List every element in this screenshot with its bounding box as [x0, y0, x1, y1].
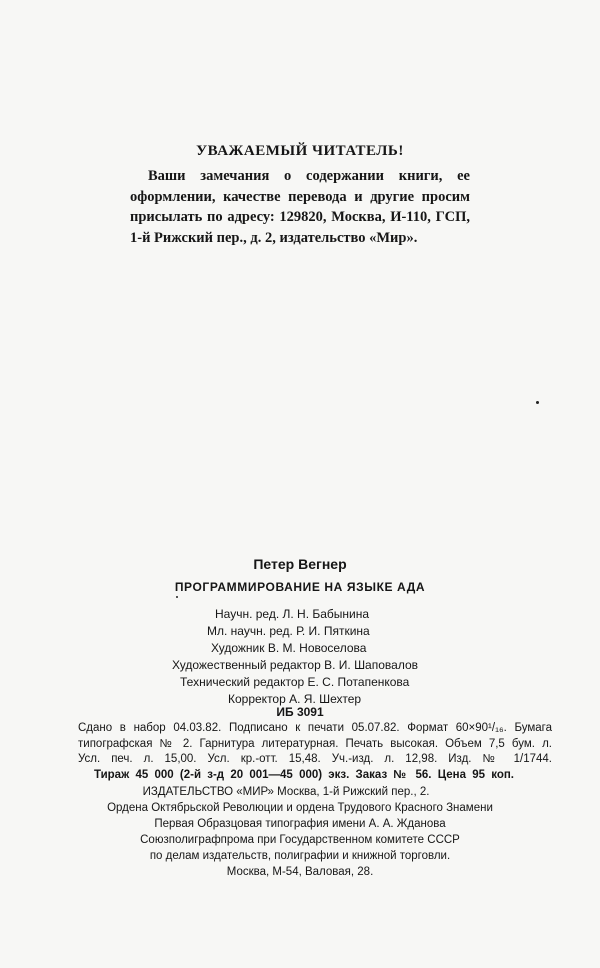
reader-notice-line: оформлении, качестве перевода и другие просим [130, 188, 470, 205]
print-speck [536, 401, 539, 404]
credit-line: Технический редактор Е. С. Потапенкова [180, 675, 410, 689]
book-author: Петер Вегнер [253, 556, 347, 572]
publication-details [78, 721, 552, 783]
printer-line: ИЗДАТЕЛЬСТВО «МИР» Москва, 1-й Рижский пер., 2. [142, 786, 430, 798]
credit-line: Художественный редактор В. И. Шаповалов [172, 658, 419, 672]
credit-line: Художник В. М. Новоселова [211, 641, 367, 655]
publication-line: Усл. печ. л. 15,00. Усл. кр.-отт. 15,48. Уч.-изд. л. 12,98. Изд. № 1/1744. [78, 753, 552, 765]
credit-line: Мл. научн. ред. Р. И. Пяткина [207, 624, 370, 638]
printer-line: Ордена Октябрьской Революции и ордена Трудового Красного Знамени [107, 802, 493, 814]
reader-notice-line: Ваши замечания о содержании книги, ее [148, 168, 470, 184]
printer-line: по делам издательств, полиграфии и книжной торговли. [149, 850, 451, 862]
credit-line: Корректор А. Я. Шехтер [228, 692, 362, 706]
printer-line: Москва, М-54, Валовая, 28. [226, 866, 374, 878]
reader-notice-body [130, 166, 470, 248]
reader-notice-title: УВАЖАЕМЫЙ ЧИТАТЕЛЬ! [196, 143, 404, 159]
reader-notice-line: 1-й Рижский пер., д. 2, издательство «Мир». [130, 229, 418, 246]
printer-line: Первая Образцовая типография имени А. А. Жданова [154, 818, 446, 830]
book-title: ПРОГРАММИРОВАНИЕ НА ЯЗЫКЕ АДА [174, 580, 426, 594]
printer-details [0, 784, 600, 880]
publication-line: Сдано в набор 04.03.82. Подписано к печати 05.07.82. Формат 60×90¹/₁₆. Бумага [78, 722, 552, 734]
print-speck [176, 596, 178, 598]
credit-line: Научн. ред. Л. Н. Бабынина [215, 607, 370, 621]
reader-notice-line: присылать по адресу: 129820, Москва, И-110, ГСП, [130, 209, 470, 225]
printer-line: Союзполиграфпрома при Государственном комитете СССР [140, 834, 460, 846]
ib-number: ИБ 3091 [276, 705, 324, 719]
publication-line: Тираж 45 000 (2-й з-д 20 001—45 000) экз. Заказ № 56. Цена 95 коп. [94, 768, 514, 781]
publication-line: типографская № 2. Гарнитура литературная. Печать высокая. Объем 7,5 бум. л. [78, 737, 552, 750]
